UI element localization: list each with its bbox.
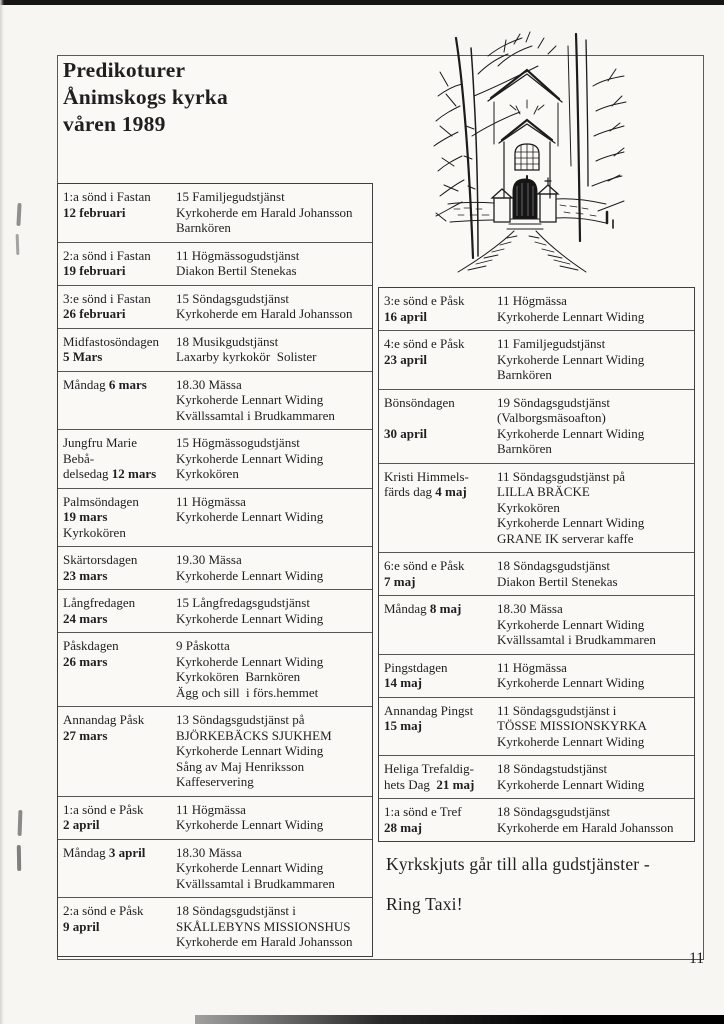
table-row — [379, 331, 694, 390]
scan-top-edge — [0, 0, 724, 5]
table-row — [58, 547, 372, 590]
date-cell: Palmsöndagen 19 mars Kyrkokören — [63, 493, 139, 540]
date-cell: 1:a sönd i Fastan 12 februari — [63, 189, 151, 220]
table-row — [58, 633, 372, 707]
table-row — [379, 799, 694, 841]
table-row — [379, 390, 694, 464]
service-cell: 11 Söndagsgudstjänst på LILLA BRÄCKE Kyrkokören Kyrkoherde Lennart Widing GRANE IK serverar kaffe — [497, 468, 645, 546]
table-row — [379, 596, 694, 655]
date-cell: 6:e sönd e Påsk 7 maj — [384, 558, 465, 589]
service-cell: 19.30 Mässa Kyrkoherde Lennart Widing — [176, 552, 324, 583]
date-cell: Måndag 3 april — [63, 844, 146, 860]
service-cell: 11 Högmässa Kyrkoherde Lennart Widing — [176, 493, 324, 524]
date-cell: Bönsöndagen 30 april — [384, 394, 455, 441]
table-row — [379, 464, 694, 554]
service-cell: 15 Familjegudstjänst Kyrkoherde em Harald Johansson Barnkören — [176, 189, 353, 235]
service-cell: 11 Söndagsgudstjänst i TÖSSE MISSIONSKYRKA Kyrkoherde Lennart Widing — [497, 702, 647, 749]
taxi-note-line-2: Ring Taxi! — [386, 894, 463, 914]
service-cell: 18 Söndagsgudstjänst Kyrkoherde em Harald Johansson — [497, 804, 674, 835]
service-cell: 18 Musikgudstjänst Laxarby kyrkokör Solister — [176, 333, 317, 364]
table-row — [58, 797, 372, 840]
taxi-note-line-1: Kyrkskjuts går till alla gudstjänster - — [386, 854, 650, 874]
title-line-1: Predikoturer — [63, 58, 186, 82]
date-cell: 1:a sönd e Tref 28 maj — [384, 804, 462, 835]
date-cell: Påskdagen 26 mars — [63, 638, 119, 669]
table-row — [58, 707, 372, 797]
service-cell: 9 Påskotta Kyrkoherde Lennart Widing Kyrkokören Barnkören Ägg och sill i förs.hemmet — [176, 638, 324, 700]
schedule-table-right — [378, 287, 695, 842]
service-cell: 15 Långfredagsgudstjänst Kyrkoherde Lennart Widing — [176, 595, 324, 626]
date-cell: Måndag 8 maj — [384, 601, 462, 616]
service-cell: 18.30 Mässa Kyrkoherde Lennart Widing Kvällssamtal i Brudkammaren — [176, 844, 335, 891]
service-cell: 18 Söndagsgudstjänst i SKÅLLEBYNS MISSIONSHUS Kyrkoherde em Harald Johansson — [176, 903, 353, 949]
service-cell: 11 Högmässa Kyrkoherde Lennart Widing — [497, 293, 645, 324]
table-row — [58, 489, 372, 548]
schedule-table-left — [57, 183, 373, 957]
service-cell: 18.30 Mässa Kyrkoherde Lennart Widing Kvällssamtal i Brudkammaren — [497, 601, 656, 647]
table-row — [58, 329, 372, 372]
date-cell: 3:e sönd i Fastan 26 februari — [63, 290, 151, 321]
date-cell: Heliga Trefaldig- hets Dag 21 maj — [384, 761, 475, 792]
service-cell: 15 Söndagsgudstjänst Kyrkoherde em Harald Johansson — [176, 290, 353, 321]
taxi-note — [386, 852, 698, 916]
binding-mark — [17, 845, 21, 871]
date-cell: Långfredagen 24 mars — [63, 595, 136, 626]
table-row — [58, 372, 372, 431]
date-cell: Skärtorsdagen 23 mars — [63, 552, 138, 583]
service-cell: 11 Familjegudstjänst Kyrkoherde Lennart Widing Barnkören — [497, 336, 645, 382]
date-cell: Jungfru Marie Bebå- delsedag 12 mars — [63, 435, 157, 481]
binding-mark — [16, 234, 20, 255]
service-cell: 11 Högmässa Kyrkoherde Lennart Widing — [497, 659, 645, 690]
date-cell: Pingstdagen 14 maj — [384, 659, 448, 690]
binding-mark — [18, 810, 23, 836]
page-title — [63, 57, 228, 138]
service-cell: 18.30 Mässa Kyrkoherde Lennart Widing Kvällssamtal i Brudkammaren — [176, 376, 335, 423]
table-row — [379, 756, 694, 799]
title-line-2: Ånimskogs kyrka — [63, 85, 228, 109]
service-cell: 19 Söndagsgudstjänst (Valborgsmäsoafton) Kyrkoherde Lennart Widing Barnkören — [497, 394, 645, 456]
table-row — [379, 698, 694, 757]
scan-left-edge — [0, 0, 4, 1024]
scan-bottom-edge — [195, 1015, 724, 1024]
service-cell: 15 Högmässogudstjänst Kyrkoherde Lennart Widing Kyrkokören — [176, 435, 324, 481]
service-cell: 18 Söndagstudstjänst Kyrkoherde Lennart Widing — [497, 761, 645, 792]
date-cell: Måndag 6 mars — [63, 376, 147, 392]
table-row — [58, 898, 372, 956]
table-row — [58, 430, 372, 489]
service-cell: 13 Söndagsgudstjänst på BJÖRKEBÄCKS SJUKHEM Kyrkoherde Lennart Widing Sång av Maj Henriksson Kaffeservering — [176, 712, 332, 789]
date-cell: 3:e sönd e Påsk 16 april — [384, 293, 465, 324]
date-cell: 4:e sönd e Påsk 23 april — [384, 336, 465, 367]
title-line-3: våren 1989 — [63, 112, 166, 136]
binding-mark — [16, 203, 21, 226]
page-number: 11 — [689, 950, 704, 967]
table-row — [379, 288, 694, 331]
date-cell: Midfastosöndagen 5 Mars — [63, 333, 160, 364]
date-cell: Annandag Påsk 27 mars — [63, 712, 145, 743]
table-row — [58, 243, 372, 286]
table-row — [379, 655, 694, 698]
table-row — [58, 184, 372, 243]
date-cell: 1:a sönd e Påsk 2 april — [63, 801, 144, 832]
date-cell: 2:a sönd e Påsk 9 april — [63, 903, 144, 934]
date-cell: 2:a sönd i Fastan 19 februari — [63, 247, 151, 278]
church-illustration — [428, 26, 633, 284]
table-row — [58, 286, 372, 329]
table-row — [58, 590, 372, 633]
table-row — [58, 840, 372, 899]
service-cell: 18 Söndagsgudstjänst Diakon Bertil Stenekas — [497, 558, 618, 589]
date-cell: Annandag Pingst 15 maj — [384, 702, 474, 733]
table-row — [379, 553, 694, 596]
service-cell: 11 Högmässa Kyrkoherde Lennart Widing — [176, 801, 324, 832]
service-cell: 11 Högmässogudstjänst Diakon Bertil Stenekas — [176, 247, 300, 278]
date-cell: Kristi Himmels- färds dag 4 maj — [384, 468, 469, 499]
